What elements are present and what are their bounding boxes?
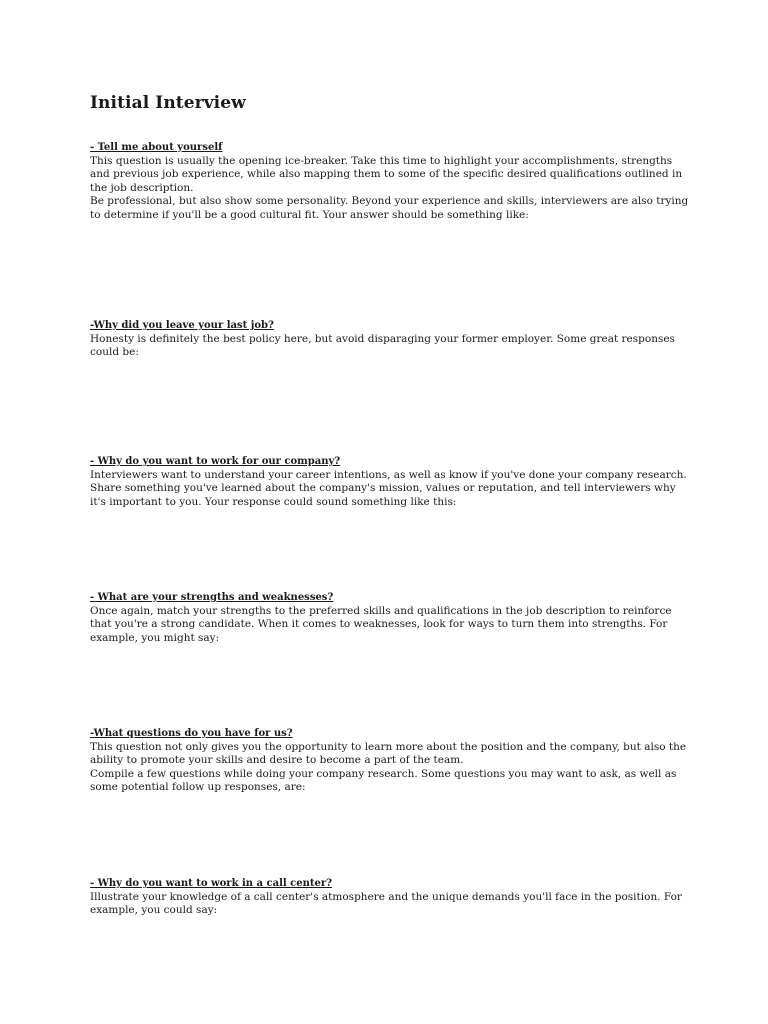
answer-paragraph: This question not only gives you the opportunity to learn more about the position and the company, but also the ability to promote your skills and desire to become a part of the team. — [90, 740, 687, 767]
answer-paragraph: Illustrate your knowledge of a call center's atmosphere and the unique demands you'll face in the position. For example, you could say: — [90, 890, 682, 917]
answer-paragraph: Once again, match your strengths to the preferred skills and qualifications in the job description to reinforce that you're a strong candidate. When it comes to weaknesses, look for ways to turn them into strengths. For example, you might say: — [90, 604, 672, 644]
question-heading: - Why do you want to work for our company? — [90, 456, 341, 467]
page-title: Initial Interview — [90, 93, 246, 113]
answer-paragraph: Be professional, but also show some personality. Beyond your experience and skills, interviewers are also trying to determine if you'll be a good cultural fit. Your answer should be something like: — [90, 195, 689, 221]
question-heading: - Tell me about yourself — [90, 142, 223, 153]
answer-paragraph: This question is usually the opening ice-breaker. Take this time to highlight your accomplishments, strengths and previous job experience, while also mapping them to some of the specific desired qualifications outlined in the job description. — [90, 154, 683, 194]
section-tell-me-about-yourself — [90, 141, 690, 222]
section-why-call-center — [90, 877, 690, 918]
section-why-work-for-company — [90, 455, 690, 509]
answer-paragraph: Interviewers want to understand your career intentions, as well as know if you've done your company research. Share something you've learned about the company's mission, values or reputation, and tell interviewers why it's important to you. Your response could sound something like this: — [90, 468, 687, 508]
question-heading: - Why do you want to work in a call center? — [90, 878, 332, 889]
answer-paragraph: Honesty is definitely the best policy here, but avoid disparaging your former employer. Some great responses could be: — [90, 332, 675, 359]
question-heading: - What are your strengths and weaknesses? — [90, 592, 334, 603]
section-why-leave-last-job — [90, 319, 690, 360]
section-questions-for-us — [90, 727, 690, 795]
question-heading: -Why did you leave your last job? — [90, 320, 274, 331]
answer-paragraph: Compile a few questions while doing your company research. Some questions you may want to ask, as well as some potential follow up responses, are: — [90, 767, 677, 794]
section-strengths-weaknesses — [90, 591, 690, 645]
question-heading: -What questions do you have for us? — [90, 728, 293, 739]
